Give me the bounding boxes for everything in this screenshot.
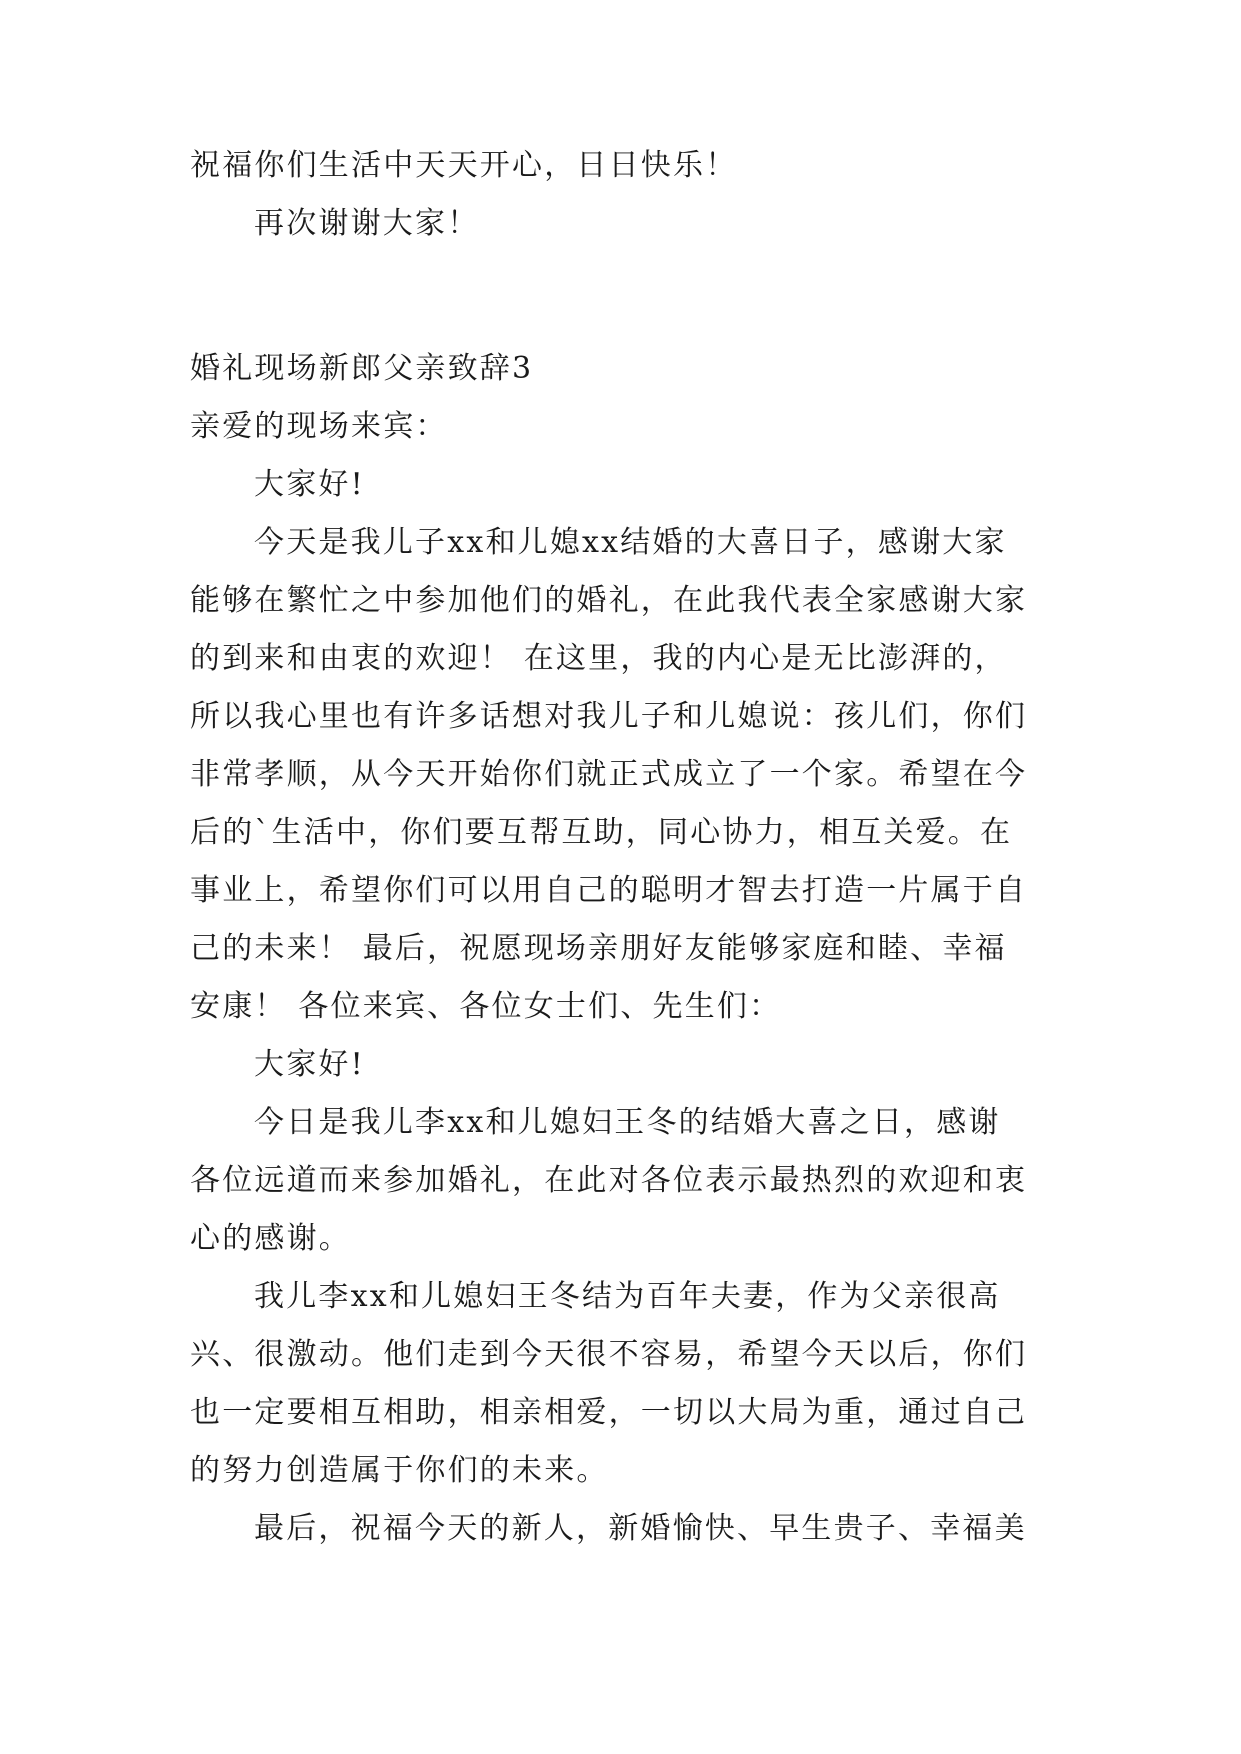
paragraph-line: 安康！ 各位来宾、各位女士们、先生们： (190, 989, 782, 1024)
hello-line: 大家好! (254, 467, 365, 502)
paragraph-line: 能够在繁忙之中参加他们的婚礼，在此我代表全家感谢大家 (190, 583, 1028, 618)
paragraph-line: 我儿李xx和儿媳妇王冬结为百年夫妻，作为父亲很高 (254, 1279, 1001, 1314)
hello-line: 大家好! (254, 1047, 365, 1082)
paragraph-line: 的努力创造属于你们的未来。 (190, 1453, 609, 1488)
paragraph-line: 也一定要相互相助，相亲相爱，一切以大局为重，通过自己 (190, 1395, 1028, 1430)
greeting-line: 亲爱的现场来宾： (190, 409, 448, 444)
paragraph-line: 的到来和由衷的欢迎！ 在这里，我的内心是无比澎湃的， (190, 641, 1007, 676)
section-title: 婚礼现场新郎父亲致辞3 (190, 351, 534, 386)
paragraph-line: 非常孝顺，从今天开始你们就正式成立了一个家。希望在今 (190, 757, 1028, 792)
paragraph-line: 兴、很激动。他们走到今天很不容易，希望今天以后，你们 (190, 1337, 1028, 1372)
paragraph-line: 己的未来！ 最后，祝愿现场亲朋好友能够家庭和睦、幸福 (190, 931, 1007, 966)
speech-body (190, 398, 1050, 1558)
paragraph-line: 所以我心里也有许多话想对我儿子和儿媳说：孩儿们，你们 (190, 699, 1028, 734)
paragraph-line: 后的`生活中，你们要互帮互助，同心协力，相互关爱。在 (190, 815, 1013, 850)
paragraph-line: 今日是我儿李xx和儿媳妇王冬的结婚大喜之日，感谢 (254, 1105, 1001, 1140)
paragraph-line: 心的感谢。 (190, 1221, 351, 1256)
body-line: 再次谢谢大家！ (254, 206, 480, 241)
paragraph-line: 今天是我儿子xx和儿媳xx结婚的大喜日子，感谢大家 (254, 525, 1007, 560)
paragraph-line: 各位远道而来参加婚礼，在此对各位表示最热烈的欢迎和衷 (190, 1163, 1028, 1198)
paragraph-line: 最后，祝福今天的新人，新婚愉快、早生贵子、幸福美 (254, 1511, 1027, 1546)
paragraph-line: 事业上，希望你们可以用自己的聪明才智去打造一片属于自 (190, 873, 1028, 908)
body-line: 祝福你们生活中天天开心，日日快乐！ (190, 148, 738, 183)
previous-section (190, 137, 1050, 253)
